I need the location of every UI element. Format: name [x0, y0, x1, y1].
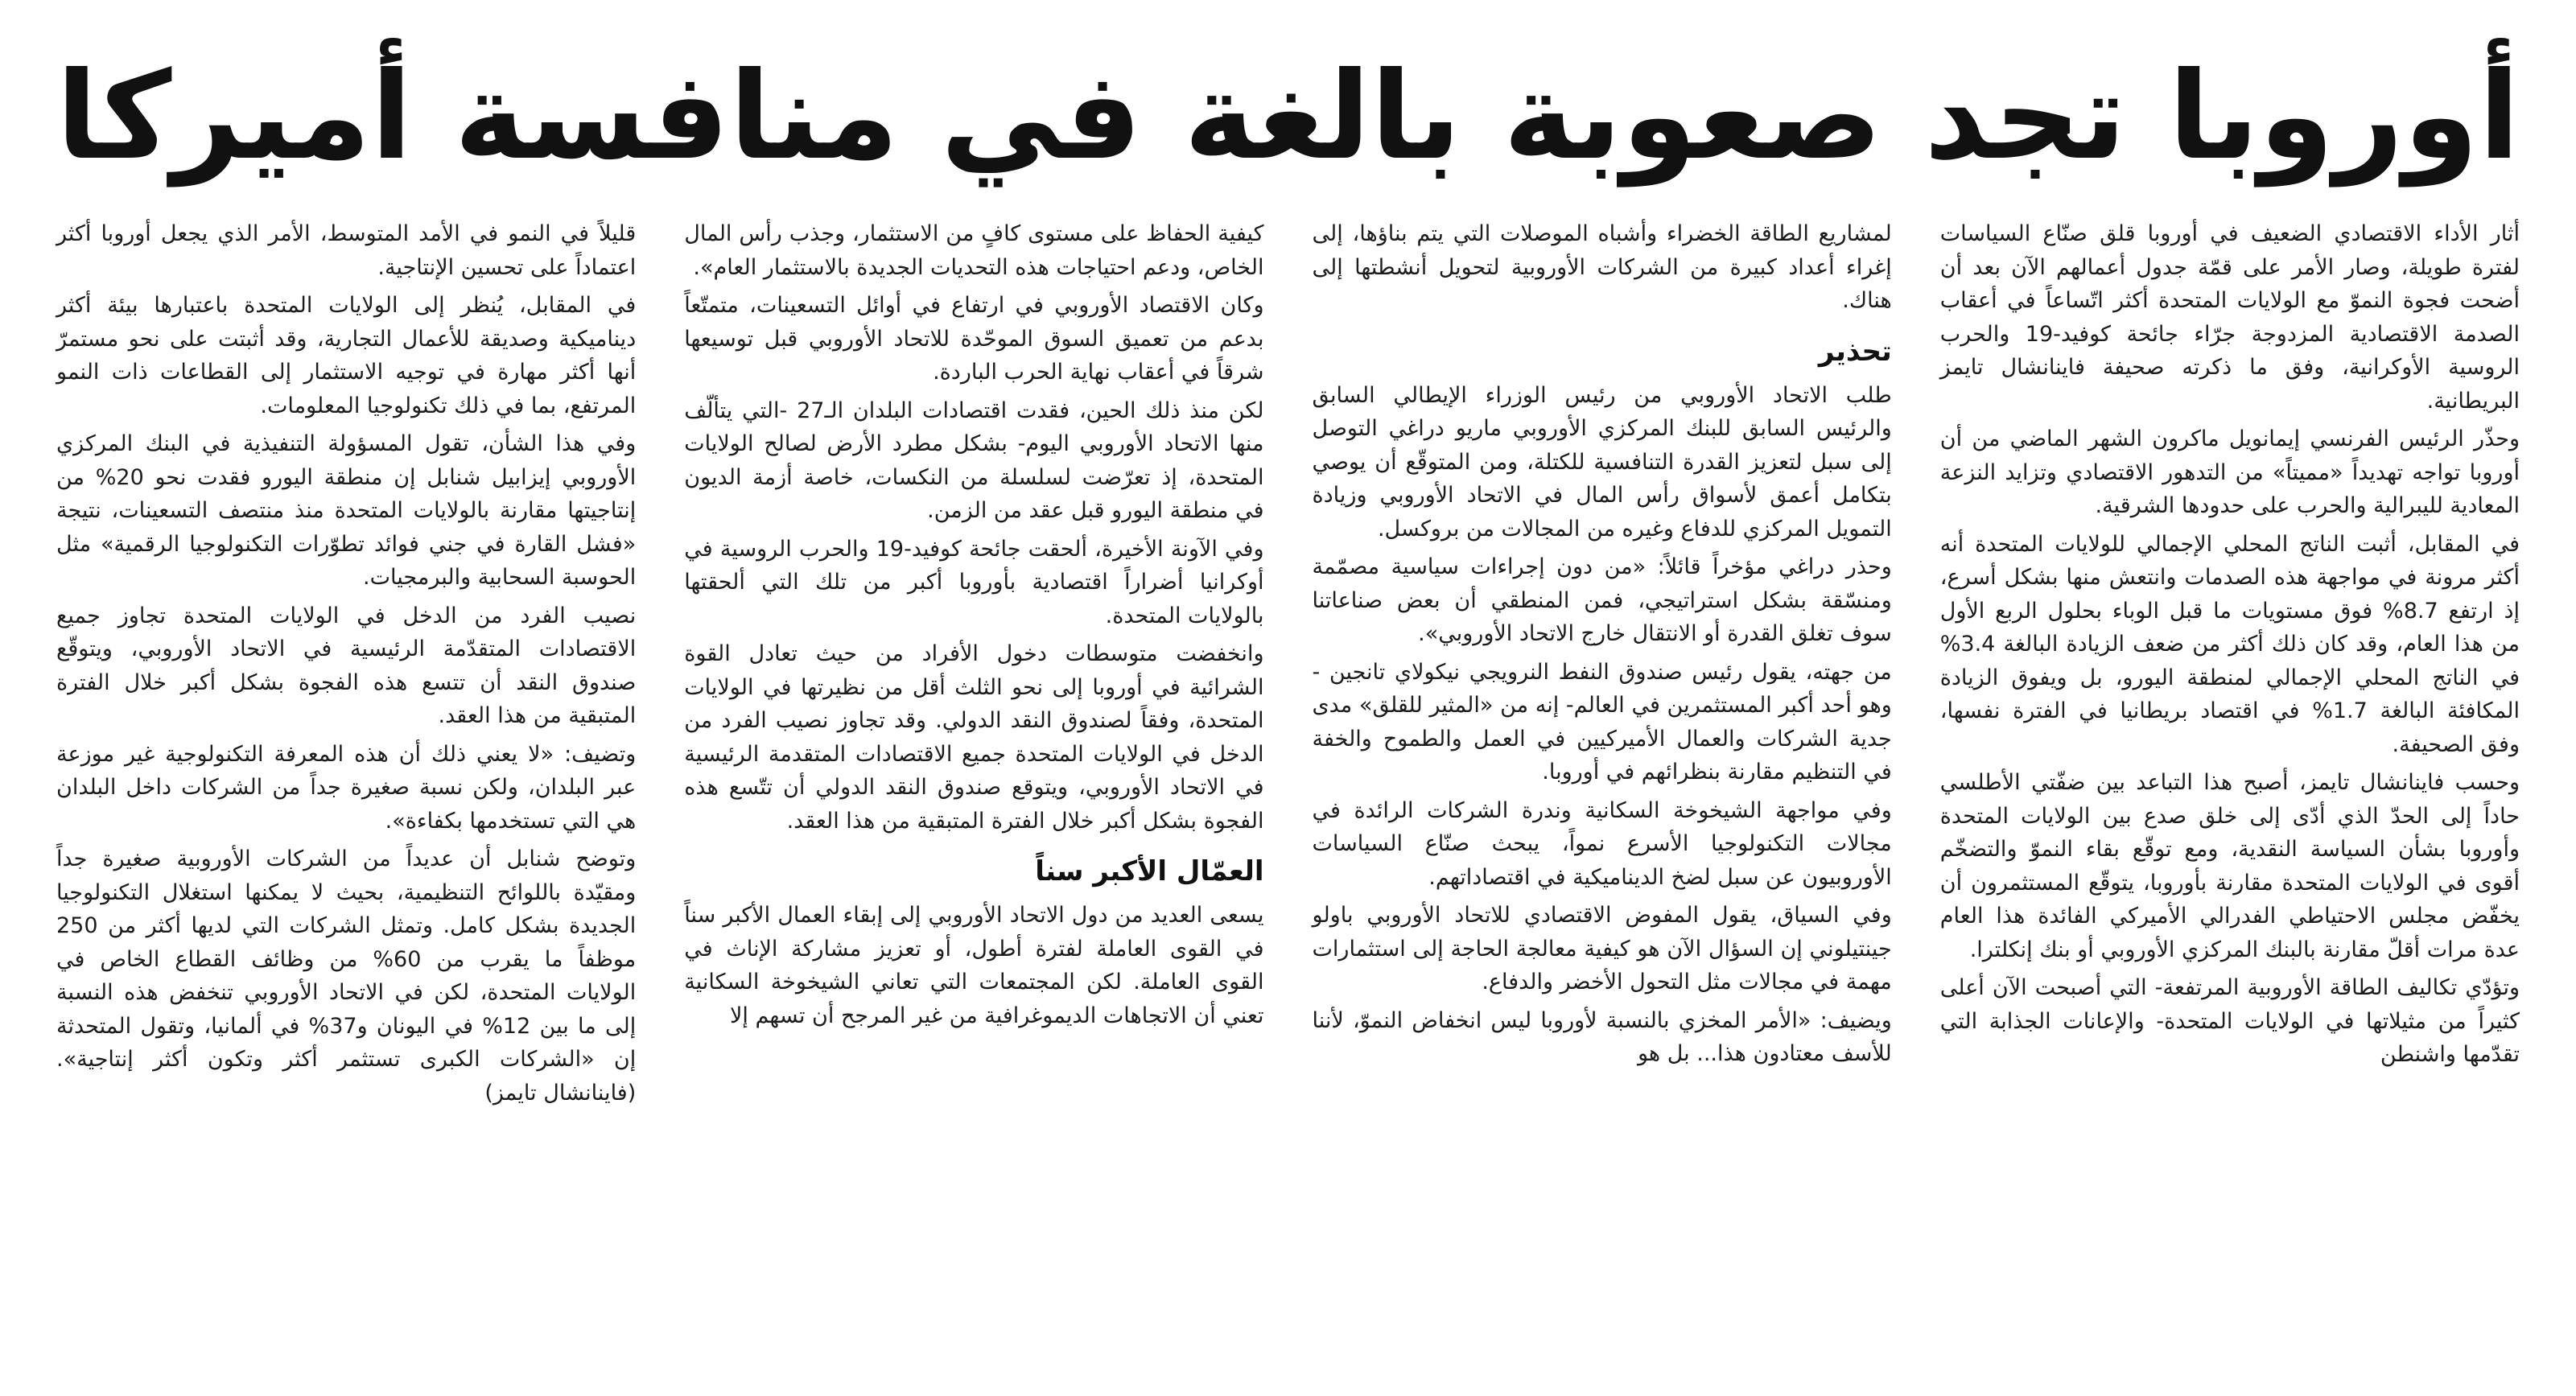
article-paragraph: وحذّر الرئيس الفرنسي إيمانويل ماكرون الشهر الماضي من أن أوروبا تواجه تهديداً «مميتاً» من التدهور الاقتصادي وتزايد النزعة المعادية لليبرالية والحرب على حدودها الشرقية. [1939, 426, 2520, 518]
article-column-2 [1288, 217, 1916, 1382]
article-paragraph: لكن منذ ذلك الحين، فقدت اقتصادات البلدان الـ27 -التي يتألّف منها الاتحاد الأوروبي اليوم- بشكل مطرد الأرض لصالح الولايات المتحدة، إذ تعرّضت لسلسلة من النكسات، خاصة أزمة الديون في منطقة اليورو قبل عقد من الزمن. [684, 397, 1264, 523]
article-paragraph: لمشاريع الطاقة الخضراء وأشباه الموصلات التي يتم بناؤها، إلى إغراء أعداد كبيرة من الشركات الأوروبية لتحويل أنشطتها إلى هناك. [1312, 221, 1892, 313]
article-column-3 [660, 217, 1288, 1382]
article-column-4 [32, 217, 660, 1382]
article-paragraph: وكان الاقتصاد الأوروبي في ارتفاع في أوائل التسعينات، متمتّعاً بدعم من تعميق السوق الموحّدة للاتحاد الأوروبي قبل توسيعها شرقاً في أعقاب نهاية الحرب الباردة. [684, 293, 1264, 385]
article-paragraph: قليلاً في النمو في الأمد المتوسط، الأمر الذي يجعل أوروبا أكثر اعتماداً على تحسين الإنتاجية. [56, 221, 637, 280]
article-paragraph: من جهته، يقول رئيس صندوق النفط النرويجي نيكولاي تانجين - وهو أحد أكبر المستثمرين في العالم- إنه من «المثير للقلق» مدى جدية الشركات والعمال الأميركيين في العمل والطموح والخفة في التنظيم مقارنة بنظرائهم في أوروبا. [1312, 659, 1892, 784]
article-paragraph: طلب الاتحاد الأوروبي من رئيس الوزراء الإيطالي السابق والرئيس السابق للبنك المركزي الأوروبي ماريو دراغي التوصل إلى سبل لتعزيز القدرة التنافسية للكتلة، ومن المتوقّع أن يوصي بتكامل أعمق لأسواق رأس المال في الاتحاد الأوروبي وزيادة التمويل المركزي للدفاع وغيره من المجالات من بروكسل. [1312, 382, 1892, 542]
section-subheading: تحذير [1818, 335, 1892, 368]
article-paragraph: وحسب فاينانشال تايمز، أصبح هذا التباعد بين ضفّتي الأطلسي حاداً إلى الحدّ الذي أدّى إلى خلق صدع بين الولايات المتحدة وأوروبا بشأن السياسة النقدية، ومع توقّع بقاء النموّ والتضخّم أقوى في الولايات المتحدة مقارنة بأوروبا، يتوقّع المستثمرون أن يخفّض مجلس الاحتياطي الفدرالي الأميركي الفائدة هذا العام عدة مرات أقلّ مقارنة بالبنك المركزي الأوروبي أو بنك إنكلترا. [1939, 770, 2520, 962]
article-paragraph: وتؤدّي تكاليف الطاقة الأوروبية المرتفعة- التي أصبحت الآن أعلى كثيراً من مثيلاتها في الولايات المتحدة- والإعانات الجذابة التي تقدّمها واشنطن [1939, 975, 2520, 1067]
article-paragraph: يسعى العديد من دول الاتحاد الأوروبي إلى إبقاء العمال الأكبر سناً في القوى العاملة لفترة أطول، أو تعزيز مشاركة الإناث في القوى العاملة. لكن المجتمعات التي تعاني الشيخوخة السكانية تعني أن الاتجاهات الديموغرافية من غير المرجح أن تسهم إلا [684, 903, 1264, 1028]
article-paragraph: وفي الآونة الأخيرة، ألحقت جائحة كوفيد-19 والحرب الروسية في أوكرانيا أضراراً اقتصادية بأوروبا أكبر من تلك التي ألحقتها بالولايات المتحدة. [684, 536, 1264, 628]
article-paragraph: وانخفضت متوسطات دخول الأفراد من حيث تعادل القوة الشرائية في أوروبا إلى نحو الثلث أقل من نظيرتها في الولايات المتحدة، وفقاً لصندوق النقد الدولي. وقد تجاوز نصيب الفرد من الدخل في الولايات المتحدة جميع الاقتصادات المتقدمة الرئيسية في الاتحاد الأوروبي، ويتوقع صندوق النقد الدولي أن تتّسع هذه الفجوة بشكل أكبر خلال الفترة المتبقية من هذا العقد. [684, 641, 1264, 834]
article-paragraph: في المقابل، أثبت الناتج المحلي الإجمالي للولايات المتحدة أنه أكثر مرونة في مواجهة هذه الصدمات وانتعش منها بشكل أسرع، إذ ارتفع 8.7% فوق مستويات ما قبل الوباء بحلول الربع الأول من هذا العام، وقد كان ذلك أكثر من ضعف الزيادة البالغة 3.4% في الناتج المحلي الإجمالي لمنطقة اليورو، بل ويفوق الزيادة المكافئة البالغة 1.7% في اقتصاد بريطانيا في الفترة نفسها، وفق الصحيفة. [1939, 531, 2520, 757]
article-paragraph: وفي مواجهة الشيخوخة السكانية وندرة الشركات الرائدة في مجالات التكنولوجيا الأسرع نمواً، يبحث صنّاع السياسات الأوروبيون عن سبل لضخ الديناميكية في اقتصاداتهم. [1312, 797, 1892, 890]
article-paragraph: في المقابل، يُنظر إلى الولايات المتحدة باعتبارها بيئة أكثر ديناميكية وصديقة للأعمال التجارية، وقد أثبتت على نحو مستمرّ أنها أكثر مهارة في توجيه الاستثمار إلى القطاعات ذات النمو المرتفع، بما في ذلك تكنولوجيا المعلومات. [56, 293, 637, 418]
article-paragraph: وفي السياق، يقول المفوض الاقتصادي للاتحاد الأوروبي باولو جينتيلوني إن السؤال الآن هو كيفية معالجة الحاجة إلى استثمارات مهمة في مجالات مثل التحول الأخضر والدفاع. [1312, 903, 1892, 994]
article-paragraph: أثار الأداء الاقتصادي الضعيف في أوروبا قلق صنّاع السياسات لفترة طويلة، وصار الأمر على قمّة جدول أعمالهم الآن بعد أن أضحت فجوة النموّ مع الولايات المتحدة أكثر اتّساعاً في أعقاب الصدمة الاقتصادية المزدوجة جرّاء جائحة كوفيد-19 والحرب الروسية الأوكرانية، وفق ما ذكرته صحيفة فاينانشال تايمز البريطانية. [1939, 221, 2520, 414]
article-paragraph: كيفية الحفاظ على مستوى كافٍ من الاستثمار، وجذب رأس المال الخاص، ودعم احتياجات هذه التحديات الجديدة بالاستثمار العام». [684, 221, 1264, 280]
section-subheading: العمّال الأكبر سناً [1035, 855, 1264, 887]
article-paragraph: وتوضح شنابل أن عديداً من الشركات الأوروبية صغيرة جداً ومقيّدة باللوائح التنظيمية، بحيث لا يمكنها استغلال التكنولوجيا الجديدة بشكل كامل. وتمثل الشركات التي لديها أكثر من 250 موظفاً ما يقرب من 60% من وظائف القطاع الخاص في الولايات المتحدة، لكن في الاتحاد الأوروبي تنخفض هذه النسبة إلى ما بين 12% في اليونان و37% في ألمانيا، وتقول المتحدثة إن «الشركات الكبرى تستثمر أكثر وتكون أكثر إنتاجية». (فاينانشال تايمز) [56, 846, 637, 1106]
article-paragraph: وفي هذا الشأن، تقول المسؤولة التنفيذية في البنك المركزي الأوروبي إيزابيل شنابل إن منطقة اليورو فقدت نحو 20% من إنتاجيتها مقارنة بالولايات المتحدة منذ منتصف التسعينات، نتيجة «فشل القارة في جني فوائد تطوّرات التكنولوجيا الرقمية» مثل الحوسبة السحابية والبرمجيات. [56, 431, 637, 590]
article-columns [32, 217, 2544, 1382]
article-paragraph: نصيب الفرد من الدخل في الولايات المتحدة تجاوز جميع الاقتصادات المتقدّمة الرئيسية في الاتحاد الأوروبي، ويتوقّع صندوق النقد أن تتسع هذه الفجوة بشكل أكبر خلال الفترة المتبقية من هذا العقد. [56, 603, 637, 728]
article-paragraph: وحذر دراغي مؤخراً قائلاً: «من دون إجراءات سياسية مصمّمة ومنسّقة بشكل استراتيجي، فمن المنطقي أن بعض صناعاتنا سوف تغلق القدرة أو الانتقال خارج الاتحاد الأوروبي». [1312, 554, 1892, 646]
article-paragraph: وتضيف: «لا يعني ذلك أن هذه المعرفة التكنولوجية غير موزعة عبر البلدان، ولكن نسبة صغيرة جداً من الشركات داخل البلدان هي التي تستخدمها بكفاءة». [56, 741, 637, 834]
article-paragraph: ويضيف: «الأمر المخزي بالنسبة لأوروبا ليس انخفاض النموّ، لأننا للأسف معتادون هذا... بل هو [1312, 1007, 1892, 1066]
article-headline: أوروبا تجد صعوبة بالغة في منافسة أميركا [56, 47, 2520, 187]
article-column-1 [1916, 217, 2544, 1382]
